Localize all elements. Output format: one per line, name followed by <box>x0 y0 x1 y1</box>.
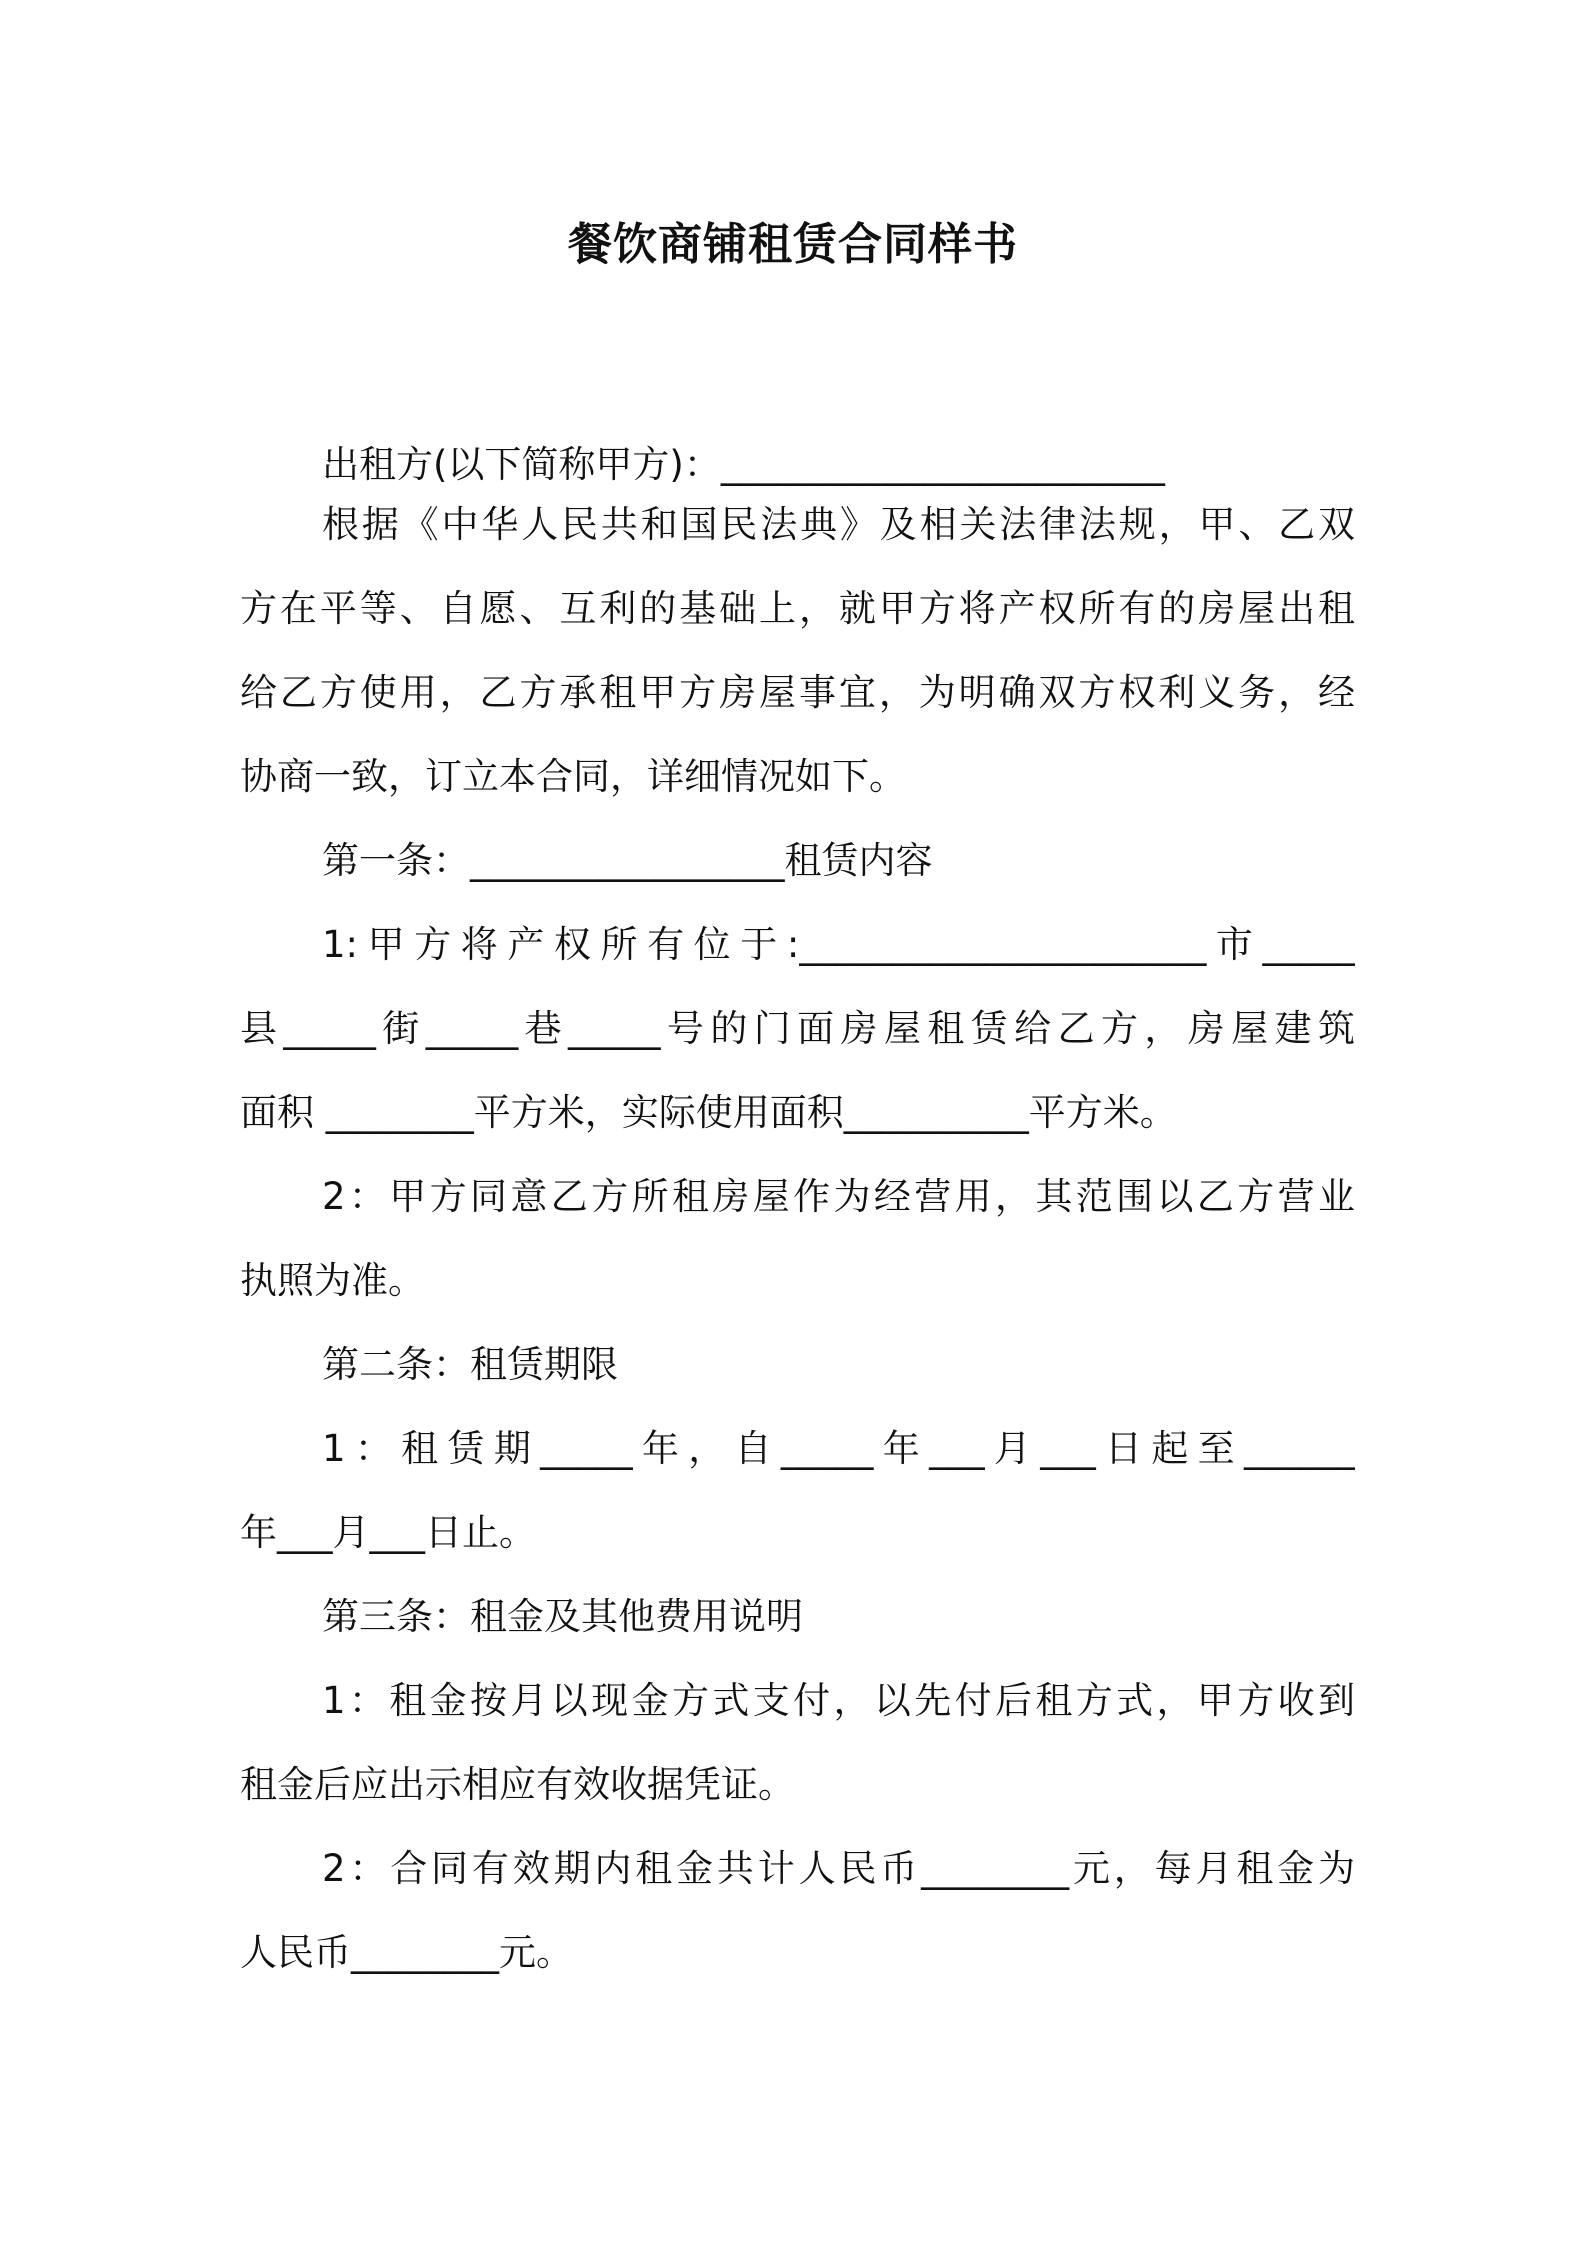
article-1-clause-2-line-1: 2：甲方同意乙方所租房屋作为经营用，其范围以乙方营业 <box>322 1175 1355 1218</box>
article-1-clause-2-line-2: 执照为准。 <box>240 1259 425 1302</box>
preamble-line-4: 协商一致，订立本合同，详细情况如下。 <box>240 755 906 798</box>
article-3-clause-2-line-2: 人民币________元。 <box>240 1931 573 1974</box>
article-1-clause-1-line-3: 面积 ________平方米，实际使用面积__________平方米。 <box>240 1091 1177 1134</box>
article-1-clause-1-line-1: 1:甲方将产权所有位于:______________________市_____ <box>322 923 1355 966</box>
article-3-clause-1-line-1: 1：租金按月以现金方式支付，以先付后租方式，甲方收到 <box>322 1679 1355 1722</box>
article-2-clause-1-line-1: 1：租赁期_____年，自_____年___月___日起至______ <box>322 1427 1355 1470</box>
lessor-line: 出租方(以下简称甲方)：________________________ <box>322 443 1165 486</box>
article-3-clause-2-line-1: 2：合同有效期内租金共计人民币________元，每月租金为 <box>322 1847 1355 1890</box>
article-2-clause-1-line-2: 年___月___日止。 <box>240 1511 536 1554</box>
article-1-heading: 第一条：_________________租赁内容 <box>322 839 933 882</box>
article-3-clause-1-line-2: 租金后应出示相应有效收据凭证。 <box>240 1763 795 1806</box>
article-3-heading: 第三条：租金及其他费用说明 <box>322 1595 803 1638</box>
preamble-line-2: 方在平等、自愿、互利的基础上，就甲方将产权所有的房屋出租 <box>240 587 1355 630</box>
article-1-clause-1-line-2: 县_____街_____巷_____号的门面房屋租赁给乙方，房屋建筑 <box>240 1007 1355 1050</box>
preamble-line-1: 根据《中华人民共和国民法典》及相关法律法规，甲、乙双 <box>322 503 1355 546</box>
preamble-line-3: 给乙方使用，乙方承租甲方房屋事宜，为明确双方权利义务，经 <box>240 671 1355 714</box>
document-title: 餐饮商铺租赁合同样书 <box>568 219 1018 270</box>
article-2-heading: 第二条：租赁期限 <box>322 1343 618 1386</box>
